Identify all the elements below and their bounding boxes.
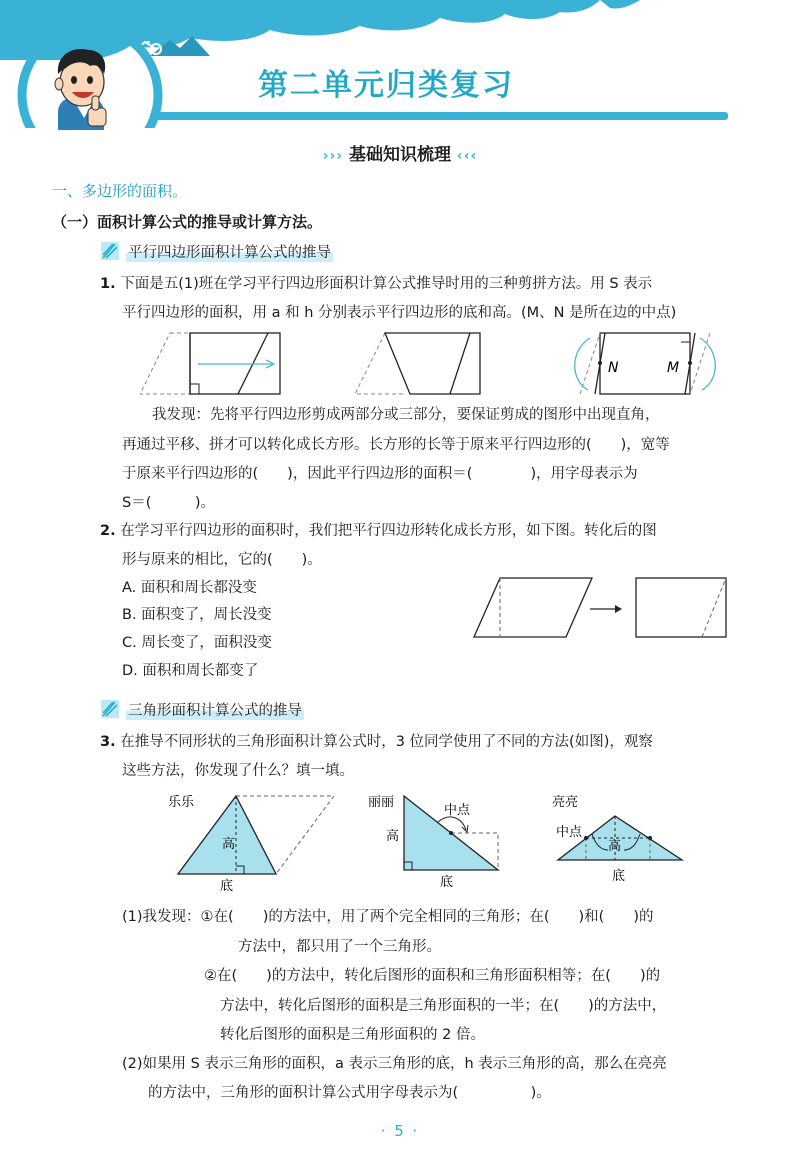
label-midpoint-3: 中点 bbox=[556, 825, 583, 840]
mascot-boy-icon bbox=[55, 49, 106, 130]
q3-line2: 这些方法，你发现了什么？填一填。 bbox=[122, 763, 354, 779]
banner-title: 基础知识梳理 bbox=[349, 145, 451, 165]
q3-figures bbox=[160, 790, 690, 896]
q3-text1: 在推导不同形状的三角形面积计算公式时，3 位同学使用了不同的方法(如图)，观察 bbox=[120, 734, 653, 750]
q2-option-d[interactable]: D. 面积和周长都变了 bbox=[122, 663, 259, 679]
q1-para3: 于原来平行四边形的( )，因此平行四边形的面积＝( )，用字母表示为 bbox=[122, 466, 638, 482]
topic-tag-triangle bbox=[100, 698, 304, 720]
q3-figure-leile bbox=[168, 795, 334, 894]
page-number: · 5 · bbox=[380, 1122, 420, 1140]
q2-line2: 形与原来的相比，它的( )。 bbox=[122, 552, 322, 568]
label-base-2: 底 bbox=[440, 875, 454, 890]
name-liangliang: 亮亮 bbox=[552, 795, 579, 810]
label-height-3: 高 bbox=[608, 839, 622, 854]
unit-title: 第二单元归类复习 bbox=[258, 68, 514, 103]
q3-figure-lili bbox=[368, 795, 498, 890]
q3-s1-line2: 方法中，都只用了一个三角形。 bbox=[238, 939, 441, 955]
q1-figure-cut-trapezoid bbox=[355, 333, 480, 394]
q2-option-b[interactable]: B. 面积变了，周长没变 bbox=[122, 607, 272, 623]
section-heading: 一、多边形的面积。 bbox=[52, 182, 188, 200]
q2-option-a[interactable]: A. 面积和周长都没变 bbox=[122, 580, 257, 596]
q3-s1-line1: (1)我发现：①在( )的方法中，用了两个完全相同的三角形；在( )和( )的 bbox=[122, 909, 654, 925]
label-n: N bbox=[608, 360, 619, 376]
banner-right-arrows: ‹‹‹ bbox=[456, 148, 478, 164]
q3-s1-line4: 方法中，转化后图形的面积是三角形面积的一半；在( )的方法中， bbox=[220, 998, 667, 1014]
name-lili: 丽丽 bbox=[368, 795, 395, 810]
pencil-ruler-icon bbox=[100, 241, 120, 261]
q3-line1 bbox=[100, 731, 653, 753]
q1-text1: 下面是五(1)班在学习平行四边形面积计算公式推导时用的三种剪拼方法。用 S 表示 bbox=[120, 276, 653, 292]
q3-number: 3. bbox=[100, 734, 116, 750]
q2-line1 bbox=[100, 520, 657, 542]
q3-s1-line3: ②在( )的方法中，转化后图形的面积和三角形面积相等；在( )的 bbox=[204, 968, 661, 984]
label-height-1: 高 bbox=[222, 837, 236, 852]
topic-tag-label: 平行四边形面积计算公式的推导 bbox=[126, 241, 333, 262]
q1-number: 1. bbox=[100, 276, 116, 292]
name-leile: 乐乐 bbox=[168, 795, 195, 810]
q3-s2-line1: (2)如果用 S 表示三角形的面积，a 表示三角形的底，h 表示三角形的高，那么在亮亮 bbox=[122, 1056, 667, 1072]
q2-number: 2. bbox=[100, 523, 116, 539]
q3-figure-liangliang bbox=[552, 795, 682, 884]
label-base-1: 底 bbox=[220, 879, 234, 894]
section-banner bbox=[0, 140, 800, 168]
q2-text1: 在学习平行四边形的面积时，我们把平行四边形转化成长方形，如下图。转化后的图 bbox=[120, 523, 657, 539]
label-base-3: 底 bbox=[612, 869, 626, 884]
q1-figure-cut-triangle bbox=[140, 333, 280, 394]
q1-figure-cut-midpoints bbox=[575, 333, 716, 394]
q1-para4: S＝( )。 bbox=[122, 495, 216, 511]
label-midpoint-2: 中点 bbox=[444, 803, 471, 818]
label-m: M bbox=[667, 360, 680, 376]
q3-s1-line5: 转化后图形的面积是三角形面积的 2 倍。 bbox=[220, 1027, 485, 1043]
q1-line1 bbox=[100, 273, 652, 295]
q1-para2: 再通过平移、拼才可以转化成长方形。长方形的长等于原来平行四边形的( )，宽等 bbox=[122, 437, 670, 453]
topic-tag-label: 三角形面积计算公式的推导 bbox=[126, 699, 304, 720]
q3-s2-line2: 的方法中，三角形的面积计算公式用字母表示为( )。 bbox=[148, 1085, 551, 1101]
q1-line2: 平行四边形的面积，用 a 和 h 分别表示平行四边形的底和高。(M、N 是所在边的中点) bbox=[122, 305, 677, 321]
pencil-ruler-icon bbox=[100, 699, 120, 719]
banner-left-arrows: ››› bbox=[322, 148, 344, 164]
topic-tag-parallelogram bbox=[100, 240, 333, 262]
sub-heading: （一）面积计算公式的推导或计算方法。 bbox=[52, 213, 323, 231]
label-height-2: 高 bbox=[386, 829, 400, 844]
q1-figures bbox=[140, 330, 720, 400]
q2-option-c[interactable]: C. 周长变了，面积没变 bbox=[122, 635, 272, 651]
q2-figure bbox=[470, 575, 732, 641]
q1-para1: 我发现：先将平行四边形剪成两部分或三部分，要保证剪成的图形中出现直角， bbox=[152, 407, 660, 423]
